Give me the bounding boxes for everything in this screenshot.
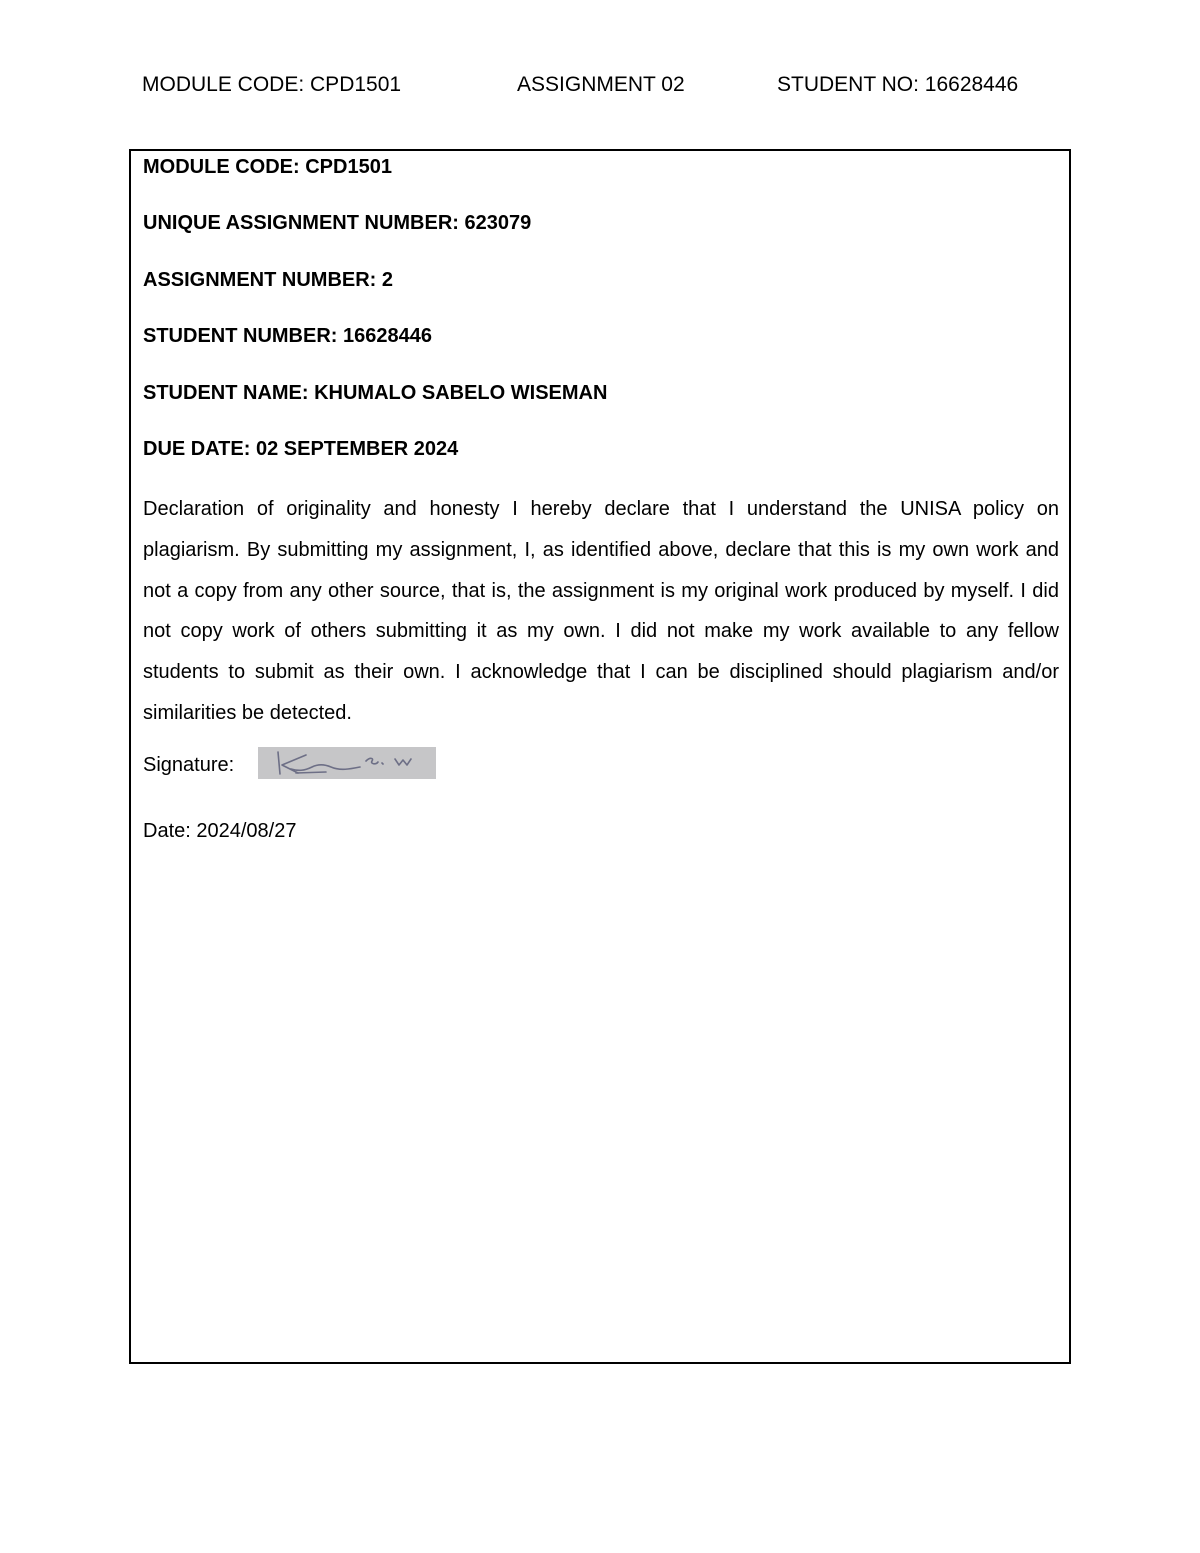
header-assignment: ASSIGNMENT 02: [517, 73, 685, 96]
date-field: Date: 2024/08/27: [143, 820, 297, 842]
unique-assignment-number-field: UNIQUE ASSIGNMENT NUMBER: 623079: [143, 212, 532, 234]
page-header: [0, 70, 1200, 100]
due-date-field: DUE DATE: 02 SEPTEMBER 2024: [143, 438, 459, 460]
header-student-number: STUDENT NO: 16628446: [777, 73, 1019, 96]
signature-label: Signature:: [143, 754, 235, 776]
module-code-field: MODULE CODE: CPD1501: [143, 156, 392, 178]
cover-sheet-box: [129, 149, 1071, 1364]
handwritten-signature-icon: [258, 747, 436, 779]
header-module-code: MODULE CODE: CPD1501: [142, 73, 402, 96]
declaration-paragraph: Declaration of originality and honesty I hereby declare that I understand the UNISA policy on plagiarism. By submitting my assignment, I, as identified above, declare that this is my own work and not a copy from any other source, that is, the assignment is my original work produced by myself. I did not copy work of others submitting it as my own. I did not make my work available to any fellow students to submit as their own. I acknowledge that I can be disciplined should plagiarism and/or similarities be detected.: [143, 498, 1059, 724]
assignment-number-field: ASSIGNMENT NUMBER: 2: [143, 269, 394, 291]
student-name-field: STUDENT NAME: KHUMALO SABELO WISEMAN: [143, 382, 608, 404]
signature-row: [143, 747, 234, 783]
signature-image: [258, 747, 436, 779]
student-number-field: STUDENT NUMBER: 16628446: [143, 325, 432, 347]
